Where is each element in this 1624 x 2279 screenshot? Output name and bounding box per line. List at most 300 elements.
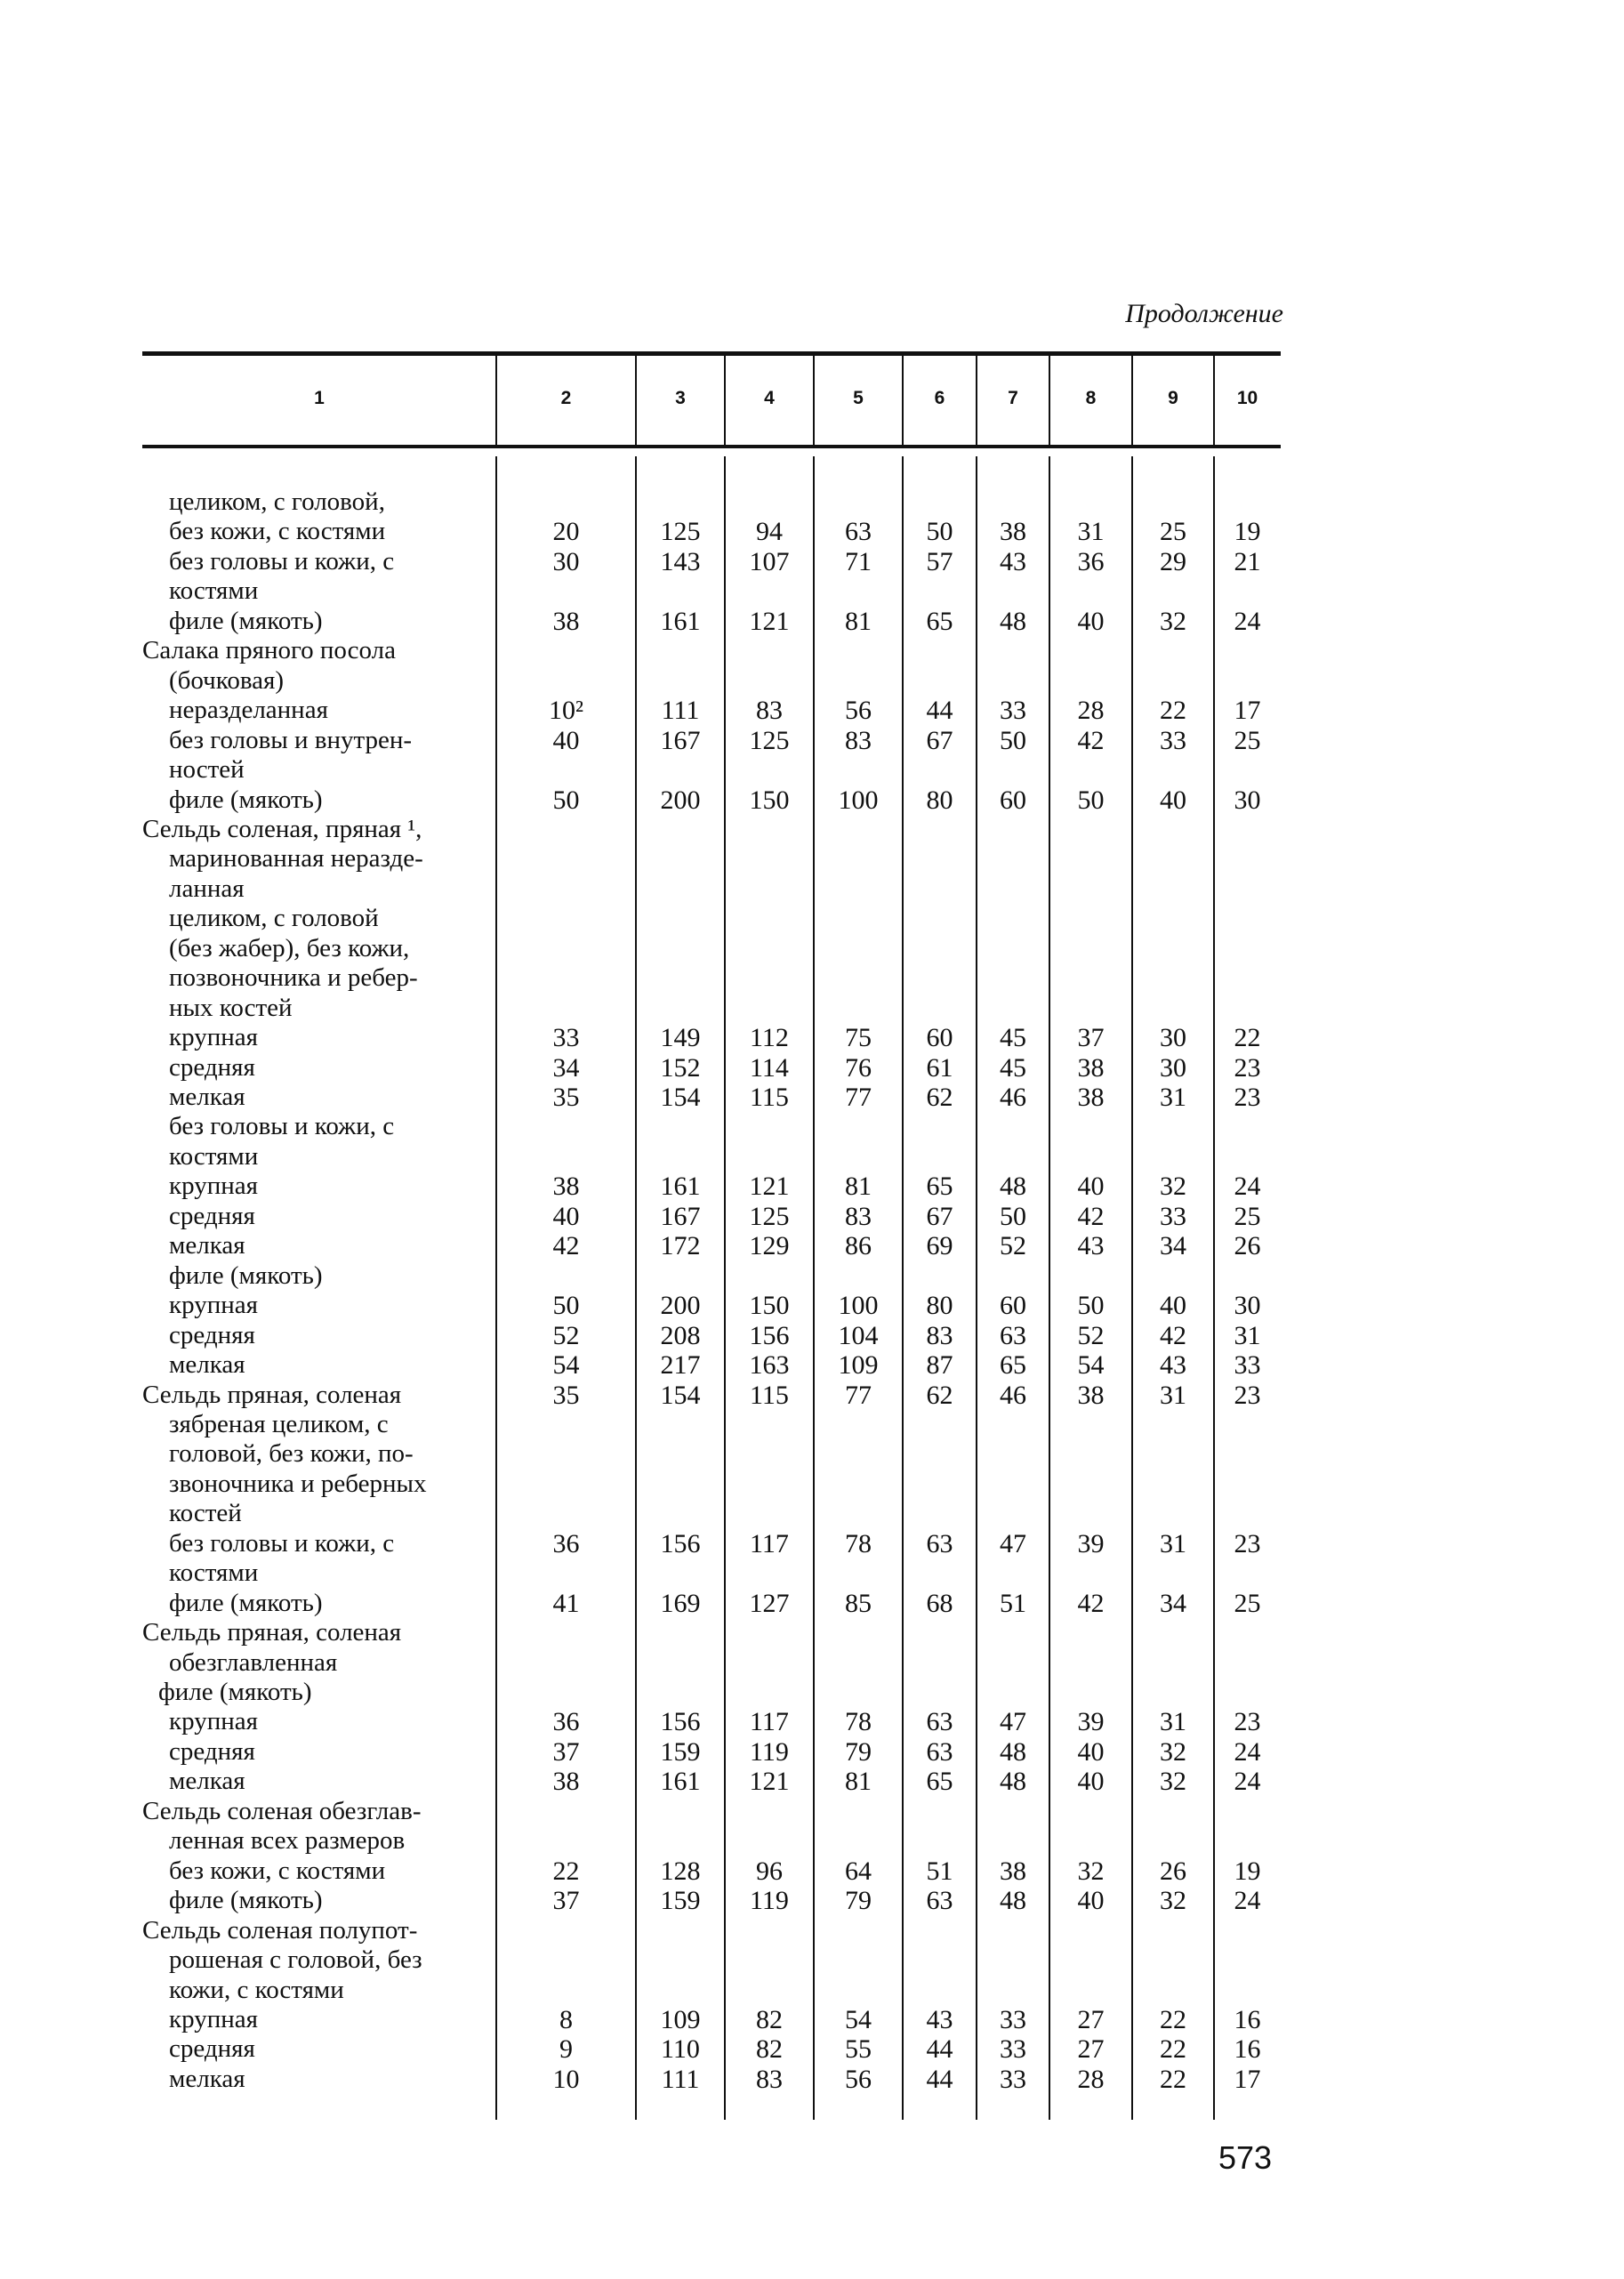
cell-col-7: 48: [1000, 1172, 1026, 1202]
row-label: целиком, с головой,: [169, 487, 385, 516]
cell-col-7: 60: [1000, 785, 1026, 815]
cell-col-5: 109: [838, 1350, 879, 1381]
cell-col-4: 163: [749, 1350, 790, 1381]
cell-col-10: 16: [1234, 2004, 1261, 2034]
cell-col-5: 83: [845, 1201, 872, 1231]
cell-col-4: 83: [756, 696, 783, 726]
cell-col-10: 17: [1234, 2064, 1261, 2094]
row-label: средняя: [169, 1736, 255, 1766]
cell-col-4: 156: [749, 1320, 790, 1350]
table-row: [142, 844, 1281, 874]
cell-col-6: 44: [926, 2034, 953, 2065]
cell-col-3: 143: [660, 546, 701, 576]
cell-col-2: 37: [552, 1886, 580, 1916]
row-label: (без жабер), без кожи,: [169, 933, 410, 962]
cell-col-7: 50: [1000, 725, 1026, 755]
cell-col-4: 117: [750, 1707, 789, 1737]
table-row: [142, 576, 1281, 606]
cell-col-9: 32: [1160, 1886, 1186, 1916]
cell-col-4: 121: [749, 606, 790, 636]
cell-col-6: 51: [926, 1856, 953, 1886]
cell-col-7: 65: [1000, 1350, 1026, 1381]
row-label: ленная всех размеров: [169, 1826, 406, 1856]
cell-col-3: 217: [660, 1350, 701, 1381]
cell-col-4: 121: [749, 1172, 790, 1202]
table-row: [142, 1886, 1281, 1915]
cell-col-7: 33: [1000, 696, 1026, 726]
cell-col-2: 52: [552, 1320, 580, 1350]
column-divider: [902, 356, 904, 445]
cell-col-5: 85: [845, 1588, 872, 1618]
row-label: мелкая: [169, 1231, 245, 1260]
cell-col-4: 150: [749, 785, 790, 815]
cell-col-6: 65: [926, 606, 953, 636]
cell-col-10: 31: [1234, 1320, 1261, 1350]
cell-col-5: 71: [845, 546, 872, 576]
cell-col-8: 36: [1077, 546, 1105, 576]
header-col-10: 10: [1236, 387, 1258, 408]
table-row: [142, 1678, 1281, 1707]
cell-col-6: 62: [926, 1380, 953, 1410]
cell-col-5: 77: [845, 1083, 872, 1112]
cell-col-5: 81: [845, 1172, 872, 1202]
cell-col-5: 78: [845, 1707, 872, 1737]
table-row: [142, 547, 1281, 576]
cell-col-5: 79: [845, 1886, 872, 1916]
cell-col-5: 100: [838, 785, 879, 815]
cell-col-10: 21: [1234, 546, 1261, 576]
table-row: [142, 963, 1281, 993]
row-label: филе (мякоть): [169, 1260, 323, 1290]
cell-col-9: 33: [1160, 1201, 1186, 1231]
continuation-label: Продолжение: [1125, 299, 1283, 328]
cell-col-4: 125: [749, 1201, 790, 1231]
cell-col-8: 39: [1077, 1528, 1105, 1558]
row-label: без головы и кожи, с: [169, 1528, 395, 1558]
cell-col-2: 40: [552, 1201, 580, 1231]
table-row: [142, 1558, 1281, 1588]
cell-col-3: 152: [660, 1052, 701, 1083]
cell-col-10: 30: [1234, 785, 1261, 815]
table-row: [142, 1202, 1281, 1231]
cell-col-10: 24: [1234, 1172, 1261, 1202]
cell-col-10: 19: [1234, 517, 1261, 547]
cell-col-7: 33: [1000, 2004, 1026, 2034]
cell-col-10: 23: [1234, 1083, 1261, 1112]
cell-col-3: 167: [660, 725, 701, 755]
cell-col-3: 200: [660, 1291, 701, 1321]
cell-col-5: 55: [845, 2034, 872, 2065]
cell-col-6: 43: [926, 2004, 953, 2034]
cell-col-10: 24: [1234, 606, 1261, 636]
cell-col-4: 119: [750, 1886, 789, 1916]
cell-col-9: 32: [1160, 1736, 1186, 1767]
cell-col-8: 40: [1077, 1172, 1105, 1202]
header-col-1: 1: [314, 387, 325, 408]
cell-col-8: 52: [1077, 1320, 1105, 1350]
table-row: [142, 1321, 1281, 1350]
table-row: [142, 1083, 1281, 1112]
cell-col-8: 40: [1077, 1767, 1105, 1797]
table-row: [142, 2005, 1281, 2034]
cell-col-9: 22: [1160, 2034, 1186, 2065]
cell-col-9: 32: [1160, 1767, 1186, 1797]
page-number: 573: [1218, 2139, 1273, 2176]
cell-col-8: 38: [1077, 1052, 1105, 1083]
cell-col-3: 154: [660, 1380, 701, 1410]
cell-col-9: 33: [1160, 725, 1186, 755]
table-row: [142, 785, 1281, 815]
cell-col-8: 50: [1077, 1291, 1105, 1321]
column-divider: [724, 356, 726, 445]
cell-col-8: 38: [1077, 1083, 1105, 1112]
row-label: костей: [169, 1499, 242, 1528]
cell-col-10: 24: [1234, 1736, 1261, 1767]
cell-col-8: 50: [1077, 785, 1105, 815]
cell-col-7: 60: [1000, 1291, 1026, 1321]
table-row: [142, 1707, 1281, 1736]
cell-col-6: 87: [926, 1350, 953, 1381]
table-row: [142, 1767, 1281, 1796]
cell-col-8: 54: [1077, 1350, 1105, 1381]
header-col-5: 5: [853, 387, 864, 408]
table-row: [142, 1648, 1281, 1678]
row-label: ностей: [169, 755, 245, 785]
cell-col-3: 156: [660, 1707, 701, 1737]
cell-col-8: 40: [1077, 1886, 1105, 1916]
cell-col-7: 43: [1000, 546, 1026, 576]
row-label: Сельдь пряная, соленая: [142, 1618, 402, 1647]
header-col-4: 4: [764, 387, 775, 408]
cell-col-4: 94: [756, 517, 783, 547]
row-label: маринованная неразде-: [169, 844, 423, 874]
cell-col-7: 47: [1000, 1707, 1026, 1737]
cell-col-4: 107: [749, 546, 790, 576]
cell-col-9: 25: [1160, 517, 1186, 547]
cell-col-7: 45: [1000, 1052, 1026, 1083]
cell-col-9: 34: [1160, 1231, 1186, 1261]
cell-col-3: 161: [660, 606, 701, 636]
cell-col-4: 127: [749, 1588, 790, 1618]
cell-col-5: 78: [845, 1528, 872, 1558]
table-row: [142, 1410, 1281, 1439]
cell-col-7: 50: [1000, 1201, 1026, 1231]
cell-col-10: 33: [1234, 1350, 1261, 1381]
table-row: [142, 1856, 1281, 1886]
table-row: [142, 1797, 1281, 1826]
cell-col-6: 57: [926, 546, 953, 576]
cell-col-9: 31: [1160, 1380, 1186, 1410]
row-label: без кожи, с костями: [169, 517, 386, 546]
header-col-8: 8: [1085, 387, 1097, 408]
row-label: Салака пряного посола: [142, 636, 396, 665]
table-row: [142, 2065, 1281, 2094]
cell-col-8: 40: [1077, 606, 1105, 636]
table-row: [142, 1112, 1281, 1141]
row-label: средняя: [169, 1201, 255, 1230]
cell-col-6: 61: [926, 1052, 953, 1083]
row-label: Сельдь соленая полупот-: [142, 1915, 418, 1945]
cell-col-6: 63: [926, 1707, 953, 1737]
cell-col-10: 19: [1234, 1856, 1261, 1886]
cell-col-10: 30: [1234, 1291, 1261, 1321]
table-row: [142, 1976, 1281, 2005]
cell-col-2: 30: [552, 546, 580, 576]
row-label: крупная: [169, 1023, 258, 1052]
cell-col-5: 77: [845, 1380, 872, 1410]
cell-col-6: 65: [926, 1172, 953, 1202]
cell-col-4: 121: [749, 1767, 790, 1797]
cell-col-2: 38: [552, 1172, 580, 1202]
cell-col-8: 28: [1077, 2064, 1105, 2094]
cell-col-2: 10: [552, 2064, 580, 2094]
row-label: мелкая: [169, 2064, 245, 2093]
cell-col-6: 63: [926, 1736, 953, 1767]
cell-col-6: 50: [926, 517, 953, 547]
table-row: [142, 607, 1281, 636]
cell-col-6: 68: [926, 1588, 953, 1618]
table-row: [142, 1053, 1281, 1083]
table-row: [142, 517, 1281, 546]
row-label: без кожи, с костями: [169, 1856, 386, 1885]
cell-col-3: 167: [660, 1201, 701, 1231]
table-row: [142, 726, 1281, 755]
cell-col-3: 200: [660, 785, 701, 815]
cell-col-4: 129: [749, 1231, 790, 1261]
cell-col-5: 56: [845, 696, 872, 726]
cell-col-7: 38: [1000, 517, 1026, 547]
cell-col-8: 32: [1077, 1856, 1105, 1886]
cell-col-4: 115: [750, 1380, 789, 1410]
cell-col-9: 30: [1160, 1052, 1186, 1083]
cell-col-8: 40: [1077, 1736, 1105, 1767]
cell-col-9: 31: [1160, 1528, 1186, 1558]
cell-col-5: 54: [845, 2004, 872, 2034]
cell-col-6: 67: [926, 1201, 953, 1231]
cell-col-7: 63: [1000, 1320, 1026, 1350]
row-label: (бочковая): [169, 665, 285, 695]
cell-col-9: 43: [1160, 1350, 1186, 1381]
cell-col-10: 22: [1234, 1023, 1261, 1053]
cell-col-10: 25: [1234, 1588, 1261, 1618]
cell-col-8: 27: [1077, 2034, 1105, 2065]
row-label: ных костей: [169, 993, 293, 1022]
cell-col-5: 64: [845, 1856, 872, 1886]
cell-col-6: 60: [926, 1023, 953, 1053]
cell-col-2: 37: [552, 1736, 580, 1767]
header-col-9: 9: [1168, 387, 1178, 408]
cell-col-6: 67: [926, 725, 953, 755]
cell-col-6: 69: [926, 1231, 953, 1261]
cell-col-6: 80: [926, 1291, 953, 1321]
table-row: [142, 1589, 1281, 1618]
cell-col-2: 38: [552, 606, 580, 636]
cell-col-2: 9: [559, 2034, 573, 2065]
table-row: [142, 1916, 1281, 1945]
cell-col-2: 22: [552, 1856, 580, 1886]
row-label: Сельдь пряная, соленая: [142, 1380, 402, 1409]
row-label: позвоночника и ребер-: [169, 963, 418, 993]
cell-col-10: 23: [1234, 1380, 1261, 1410]
row-label: крупная: [169, 1291, 258, 1320]
cell-col-5: 63: [845, 517, 872, 547]
cell-col-10: 23: [1234, 1528, 1261, 1558]
row-label: обезглавленная: [169, 1647, 338, 1677]
cell-col-4: 82: [756, 2004, 783, 2034]
row-label: мелкая: [169, 1350, 245, 1380]
table-row: [142, 815, 1281, 844]
row-label: ланная: [169, 874, 245, 903]
table-row: [142, 994, 1281, 1023]
cell-col-6: 44: [926, 696, 953, 726]
column-divider: [813, 356, 815, 445]
cell-col-3: 154: [660, 1083, 701, 1112]
cell-col-7: 38: [1000, 1856, 1026, 1886]
cell-col-2: 35: [552, 1380, 580, 1410]
row-label: филе (мякоть): [169, 1588, 323, 1617]
table-row: [142, 696, 1281, 725]
row-label: филе (мякоть): [169, 1886, 323, 1915]
table-row: [142, 904, 1281, 933]
cell-col-8: 42: [1077, 1201, 1105, 1231]
row-label: крупная: [169, 2004, 258, 2033]
cell-col-2: 50: [552, 1291, 580, 1321]
cell-col-9: 42: [1160, 1320, 1186, 1350]
cell-col-9: 30: [1160, 1023, 1186, 1053]
cell-col-4: 82: [756, 2034, 783, 2065]
cell-col-3: 111: [661, 696, 700, 726]
cell-col-3: 169: [660, 1588, 701, 1618]
cell-col-3: 110: [661, 2034, 700, 2065]
row-label: головой, без кожи, по-: [169, 1439, 414, 1469]
row-label: крупная: [169, 1172, 258, 1201]
row-label: без головы и кожи, с: [169, 546, 395, 576]
row-label: целиком, с головой: [169, 904, 379, 933]
table-row: [142, 636, 1281, 665]
cell-col-2: 20: [552, 517, 580, 547]
row-label: неразделанная: [169, 696, 328, 725]
table-row: [142, 1945, 1281, 1975]
cell-col-3: 149: [660, 1023, 701, 1053]
nutrition-table: [142, 351, 1281, 2122]
cell-col-10: 25: [1234, 1201, 1261, 1231]
cell-col-7: 46: [1000, 1380, 1026, 1410]
cell-col-8: 38: [1077, 1380, 1105, 1410]
cell-col-8: 43: [1077, 1231, 1105, 1261]
cell-col-4: 83: [756, 2064, 783, 2094]
column-divider: [1213, 356, 1215, 445]
table-row: [142, 874, 1281, 904]
cell-col-7: 48: [1000, 1767, 1026, 1797]
row-label: рошеная с головой, без: [169, 1945, 422, 1975]
row-label: зябреная целиком, с: [169, 1409, 389, 1438]
column-divider: [976, 356, 977, 445]
cell-col-4: 150: [749, 1291, 790, 1321]
table-row: [142, 666, 1281, 696]
row-label: костями: [169, 576, 259, 606]
cell-col-7: 33: [1000, 2064, 1026, 2094]
cell-col-2: 34: [552, 1052, 580, 1083]
row-label: крупная: [169, 1707, 258, 1736]
row-label: Сельдь соленая обезглав-: [142, 1796, 422, 1825]
cell-col-2: 41: [552, 1588, 580, 1618]
cell-col-4: 119: [750, 1736, 789, 1767]
table-row: [142, 1350, 1281, 1380]
cell-col-2: 33: [552, 1023, 580, 1053]
row-label: филе (мякоть): [158, 1678, 312, 1706]
cell-col-3: 159: [660, 1886, 701, 1916]
cell-col-10: 25: [1234, 725, 1261, 755]
cell-col-3: 208: [660, 1320, 701, 1350]
cell-col-9: 32: [1160, 606, 1186, 636]
cell-col-3: 161: [660, 1172, 701, 1202]
cell-col-5: 81: [845, 606, 872, 636]
cell-col-3: 161: [660, 1767, 701, 1797]
row-label: средняя: [169, 2034, 255, 2064]
cell-col-4: 114: [750, 1052, 789, 1083]
cell-col-8: 39: [1077, 1707, 1105, 1737]
cell-col-4: 117: [750, 1528, 789, 1558]
table-row: [142, 1142, 1281, 1172]
table-row: [142, 1381, 1281, 1410]
cell-col-9: 31: [1160, 1707, 1186, 1737]
table-row: [142, 1023, 1281, 1052]
table-row: [142, 1439, 1281, 1469]
cell-col-10: 23: [1234, 1707, 1261, 1737]
cell-col-6: 44: [926, 2064, 953, 2094]
cell-col-5: 81: [845, 1767, 872, 1797]
cell-col-8: 27: [1077, 2004, 1105, 2034]
cell-col-3: 109: [660, 2004, 701, 2034]
cell-col-10: 24: [1234, 1767, 1261, 1797]
cell-col-7: 33: [1000, 2034, 1026, 2065]
cell-col-7: 48: [1000, 1886, 1026, 1916]
table-row: [142, 755, 1281, 785]
cell-col-9: 22: [1160, 2064, 1186, 2094]
row-label: звоночника и реберных: [169, 1469, 427, 1498]
cell-col-5: 104: [838, 1320, 879, 1350]
cell-col-5: 75: [845, 1023, 872, 1053]
header-col-2: 2: [560, 387, 572, 408]
cell-col-6: 63: [926, 1886, 953, 1916]
cell-col-9: 32: [1160, 1172, 1186, 1202]
row-label: костями: [169, 1141, 259, 1171]
table-row: [142, 1737, 1281, 1767]
table-row: [142, 1826, 1281, 1856]
cell-col-2: 50: [552, 785, 580, 815]
table-row: [142, 1618, 1281, 1647]
row-label: мелкая: [169, 1767, 245, 1796]
cell-col-9: 22: [1160, 2004, 1186, 2034]
row-label: кожи, с костями: [169, 1975, 344, 2004]
table-row: [142, 1499, 1281, 1528]
cell-col-9: 40: [1160, 1291, 1186, 1321]
row-label: филе (мякоть): [169, 785, 323, 814]
row-label: костями: [169, 1558, 259, 1588]
cell-col-7: 52: [1000, 1231, 1026, 1261]
column-divider: [495, 356, 497, 445]
table-row: [142, 1529, 1281, 1558]
cell-col-8: 42: [1077, 1588, 1105, 1618]
cell-col-10: 16: [1234, 2034, 1261, 2065]
cell-col-8: 31: [1077, 517, 1105, 547]
cell-col-7: 45: [1000, 1023, 1026, 1053]
cell-col-4: 96: [756, 1856, 783, 1886]
cell-col-10: 17: [1234, 696, 1261, 726]
cell-col-10: 26: [1234, 1231, 1261, 1261]
table-row: [142, 1291, 1281, 1320]
cell-col-5: 56: [845, 2064, 872, 2094]
